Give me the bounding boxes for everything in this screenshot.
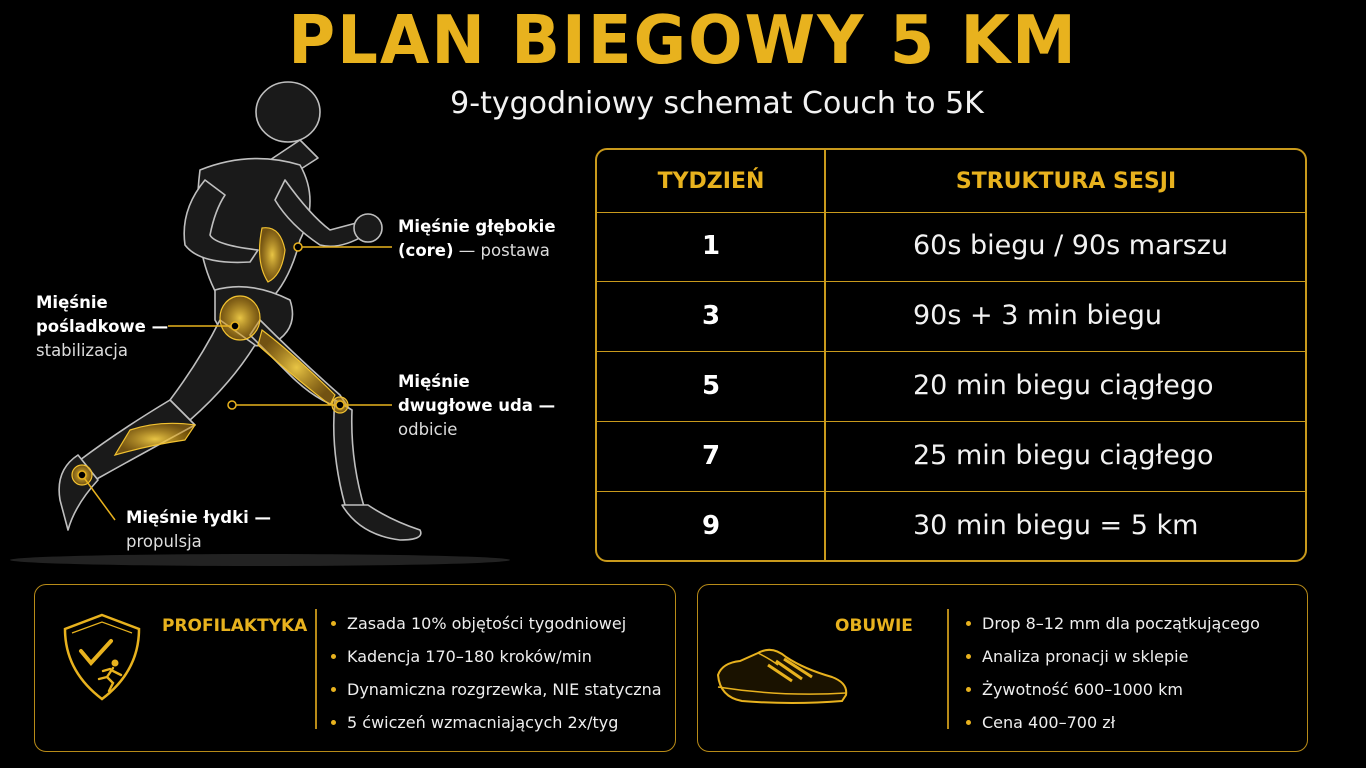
table-header [597, 150, 1305, 213]
list-item: Zasada 10% objętości tygodniowej [331, 607, 662, 640]
label-calves: Mięśnie łydki — propulsja [126, 508, 271, 551]
session-cell: 30 min biegu = 5 km [913, 510, 1199, 541]
week-cell: 5 [701, 371, 721, 401]
prevention-panel [34, 584, 676, 752]
training-plan-table [595, 148, 1307, 562]
week-cell: 3 [701, 301, 721, 331]
page-title: PLAN BIEGOWY 5 KM [288, 2, 1078, 80]
table-row [597, 282, 1305, 352]
page-subtitle: 9-tygodniowy schemat Couch to 5K [450, 86, 984, 121]
shoes-list [966, 607, 1260, 739]
session-cell: 20 min biegu ciągłego [913, 370, 1214, 401]
week-cell: 9 [701, 511, 721, 541]
list-item: Analiza pronacji w sklepie [966, 640, 1260, 673]
prevention-list [331, 607, 662, 739]
session-cell: 25 min biegu ciągłego [913, 440, 1214, 471]
list-item: 5 ćwiczeń wzmacniających 2x/tyg [331, 706, 662, 739]
shield-runner-icon [57, 611, 147, 703]
shoes-title: OBUWIE [835, 616, 913, 636]
prevention-title: PROFILAKTYKA [162, 616, 308, 636]
label-glutes: Mięśnie pośladkowe — stabilizacja [36, 293, 169, 360]
list-item: Dynamiczna rozgrzewka, NIE statyczna [331, 673, 662, 706]
list-item: Cena 400–700 zł [966, 706, 1260, 739]
list-item: Drop 8–12 mm dla początkującego [966, 607, 1260, 640]
header-session: STRUKTURA SESJI [955, 169, 1177, 194]
table-row [597, 492, 1305, 562]
table-row [597, 422, 1305, 492]
running-shoe-icon [712, 635, 852, 715]
session-cell: 60s biegu / 90s marszu [913, 230, 1229, 261]
session-cell: 90s + 3 min biegu [913, 300, 1162, 331]
table-row [597, 212, 1305, 282]
week-cell: 7 [701, 441, 721, 471]
shoes-panel [697, 584, 1308, 752]
week-cell: 1 [701, 231, 721, 261]
label-core: Mięśnie głębokie (core) — postawa [398, 217, 556, 260]
list-item: Żywotność 600–1000 km [966, 673, 1260, 706]
header-week: TYDZIEŃ [657, 169, 765, 194]
list-item: Kadencja 170–180 kroków/min [331, 640, 662, 673]
table-row [597, 352, 1305, 422]
label-hamstrings: Mięśnie dwugłowe uda — odbicie [398, 372, 556, 439]
